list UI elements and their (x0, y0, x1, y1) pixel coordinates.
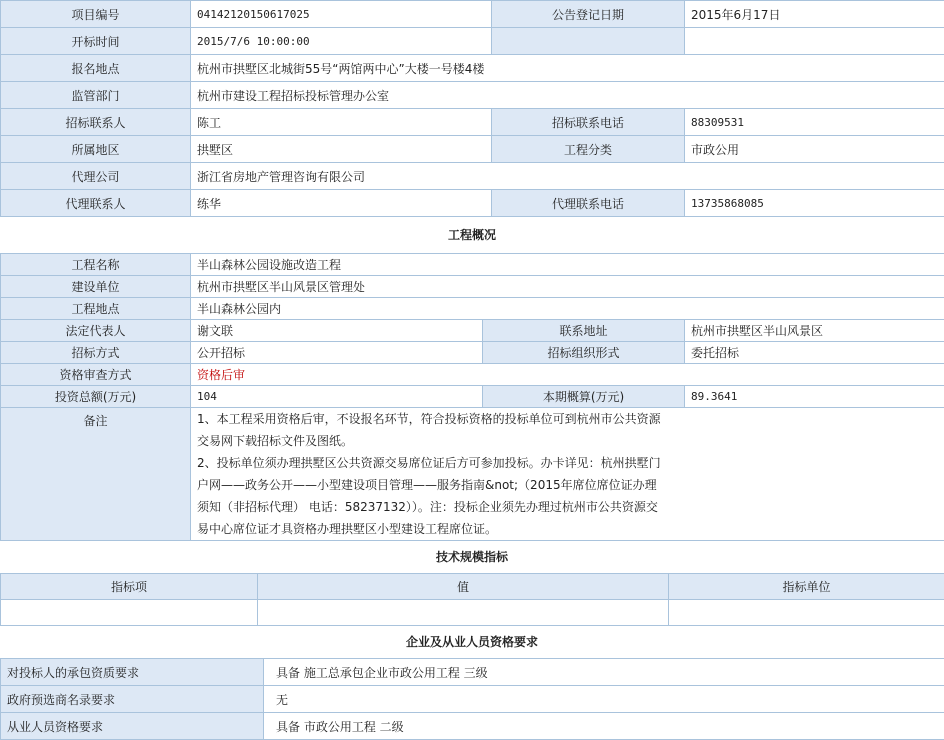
signup-place-value: 杭州市拱墅区北城街55号“两馆两中心”大楼一号楼4楼 (191, 55, 944, 82)
table-row (1, 55, 944, 82)
open-time-value: 2015/7/6 10:00:00 (191, 28, 492, 55)
table-row (1, 298, 944, 320)
org-form-label: 招标组织形式 (483, 342, 685, 364)
tender-contact-value: 陈工 (191, 109, 492, 136)
qual-row2-value: 无 (264, 686, 944, 713)
budget-label: 本期概算(万元) (483, 386, 685, 408)
tech-table (0, 573, 944, 626)
table-row (1, 109, 944, 136)
legal-rep-value: 谢文联 (191, 320, 483, 342)
qual-row1-value: 具备 施工总承包企业市政公用工程 三级 (264, 659, 944, 686)
region-value: 拱墅区 (191, 136, 492, 163)
col-item-header: 指标项 (1, 574, 258, 600)
builder-label: 建设单位 (1, 276, 191, 298)
project-no-value: 041421201506​17025 (191, 1, 492, 28)
announce-date-label: 公告登记日期 (492, 1, 685, 28)
table-row (1, 364, 944, 386)
tech-heading: 技术规模指标 (0, 541, 944, 573)
qual-row2-label: 政府预选商名录要求 (1, 686, 264, 713)
tender-phone-value: 88309531 (685, 109, 944, 136)
remarks-label: 备注 (1, 408, 191, 541)
qual-row3-label: 从业人员资格要求 (1, 713, 264, 740)
qual-method-value: 资格后审 (191, 364, 944, 386)
table-row (1, 713, 944, 740)
invest-label: 投资总额(万元) (1, 386, 191, 408)
method-label: 招标方式 (1, 342, 191, 364)
table-row (1, 82, 944, 109)
qual-row3-value: 具备 市政公用工程 二级 (264, 713, 944, 740)
table-row (1, 276, 944, 298)
agent-label: 代理公司 (1, 163, 191, 190)
supervisor-label: 监管部门 (1, 82, 191, 109)
table-header-row (1, 574, 944, 600)
col-unit-header: 指标单位 (669, 574, 944, 600)
invest-value: 104 (191, 386, 483, 408)
qual-method-label: 资格审查方式 (1, 364, 191, 386)
agent-value: 浙江省房地产管理咨询有限公司 (191, 163, 944, 190)
empty-cell (1, 600, 258, 626)
address-value: 杭州市拱墅区半山风景区 (685, 320, 944, 342)
table-row (1, 386, 944, 408)
project-name-label: 工程名称 (1, 254, 191, 276)
table-row (1, 342, 944, 364)
table-row (1, 28, 944, 55)
table-row (1, 136, 944, 163)
project-name-value: 半山森林公园设施改造工程 (191, 254, 944, 276)
category-label: 工程分类 (492, 136, 685, 163)
col-value-header: 值 (258, 574, 669, 600)
basic-info-table (0, 0, 944, 217)
agent-contact-label: 代理联系人 (1, 190, 191, 217)
location-label: 工程地点 (1, 298, 191, 320)
tender-contact-label: 招标联系人 (1, 109, 191, 136)
legal-rep-label: 法定代表人 (1, 320, 191, 342)
overview-heading: 工程概况 (0, 217, 944, 253)
tender-phone-label: 招标联系电话 (492, 109, 685, 136)
remarks-line: 2、投标单位须办理拱墅区公共资源交易席位证后方可参加投标。办卡详见：杭州拱墅门户网——政务公开——小型建设项目管理——服务指南&not;（2015年席位席位证办理须知（非招标代理） 电话：58237132））。注：投标企业须先办理过杭州市公共资源交易中心席位证才具资格办理拱墅区小型建设工程席位证。 (197, 452, 662, 540)
table-row (1, 1, 944, 28)
empty-cell (685, 28, 944, 55)
remarks-line: 1、本工程采用资格后审，不设报名环节，符合投标资格的投标单位可到杭州市公共资源交易网下载招标文件及图纸。 (197, 408, 662, 452)
table-row (1, 600, 944, 626)
address-label: 联系地址 (483, 320, 685, 342)
qual-table (0, 658, 944, 740)
table-row (1, 320, 944, 342)
table-row (1, 686, 944, 713)
region-label: 所属地区 (1, 136, 191, 163)
remarks-value (191, 408, 944, 541)
table-row (1, 254, 944, 276)
qual-heading: 企业及从业人员资格要求 (0, 626, 944, 658)
open-time-label: 开标时间 (1, 28, 191, 55)
agent-contact-value: 练华 (191, 190, 492, 217)
signup-place-label: 报名地点 (1, 55, 191, 82)
announce-date-value: 2015年6月17日 (685, 1, 944, 28)
empty-cell (669, 600, 944, 626)
table-row (1, 190, 944, 217)
supervisor-value: 杭州市建设工程招标投标管理办公室 (191, 82, 944, 109)
category-value: 市政公用 (685, 136, 944, 163)
org-form-value: 委托招标 (685, 342, 944, 364)
empty-cell (492, 28, 685, 55)
overview-table (0, 253, 944, 541)
table-row (1, 163, 944, 190)
table-row (1, 408, 944, 541)
qual-row1-label: 对投标人的承包资质要求 (1, 659, 264, 686)
table-row (1, 659, 944, 686)
empty-cell (258, 600, 669, 626)
agent-phone-value: 13735868085 (685, 190, 944, 217)
agent-phone-label: 代理联系电话 (492, 190, 685, 217)
method-value: 公开招标 (191, 342, 483, 364)
budget-value: 89.3641 (685, 386, 944, 408)
builder-value: 杭州市拱墅区半山风景区管理处 (191, 276, 944, 298)
project-no-label: 项目编号 (1, 1, 191, 28)
location-value: 半山森林公园内 (191, 298, 944, 320)
